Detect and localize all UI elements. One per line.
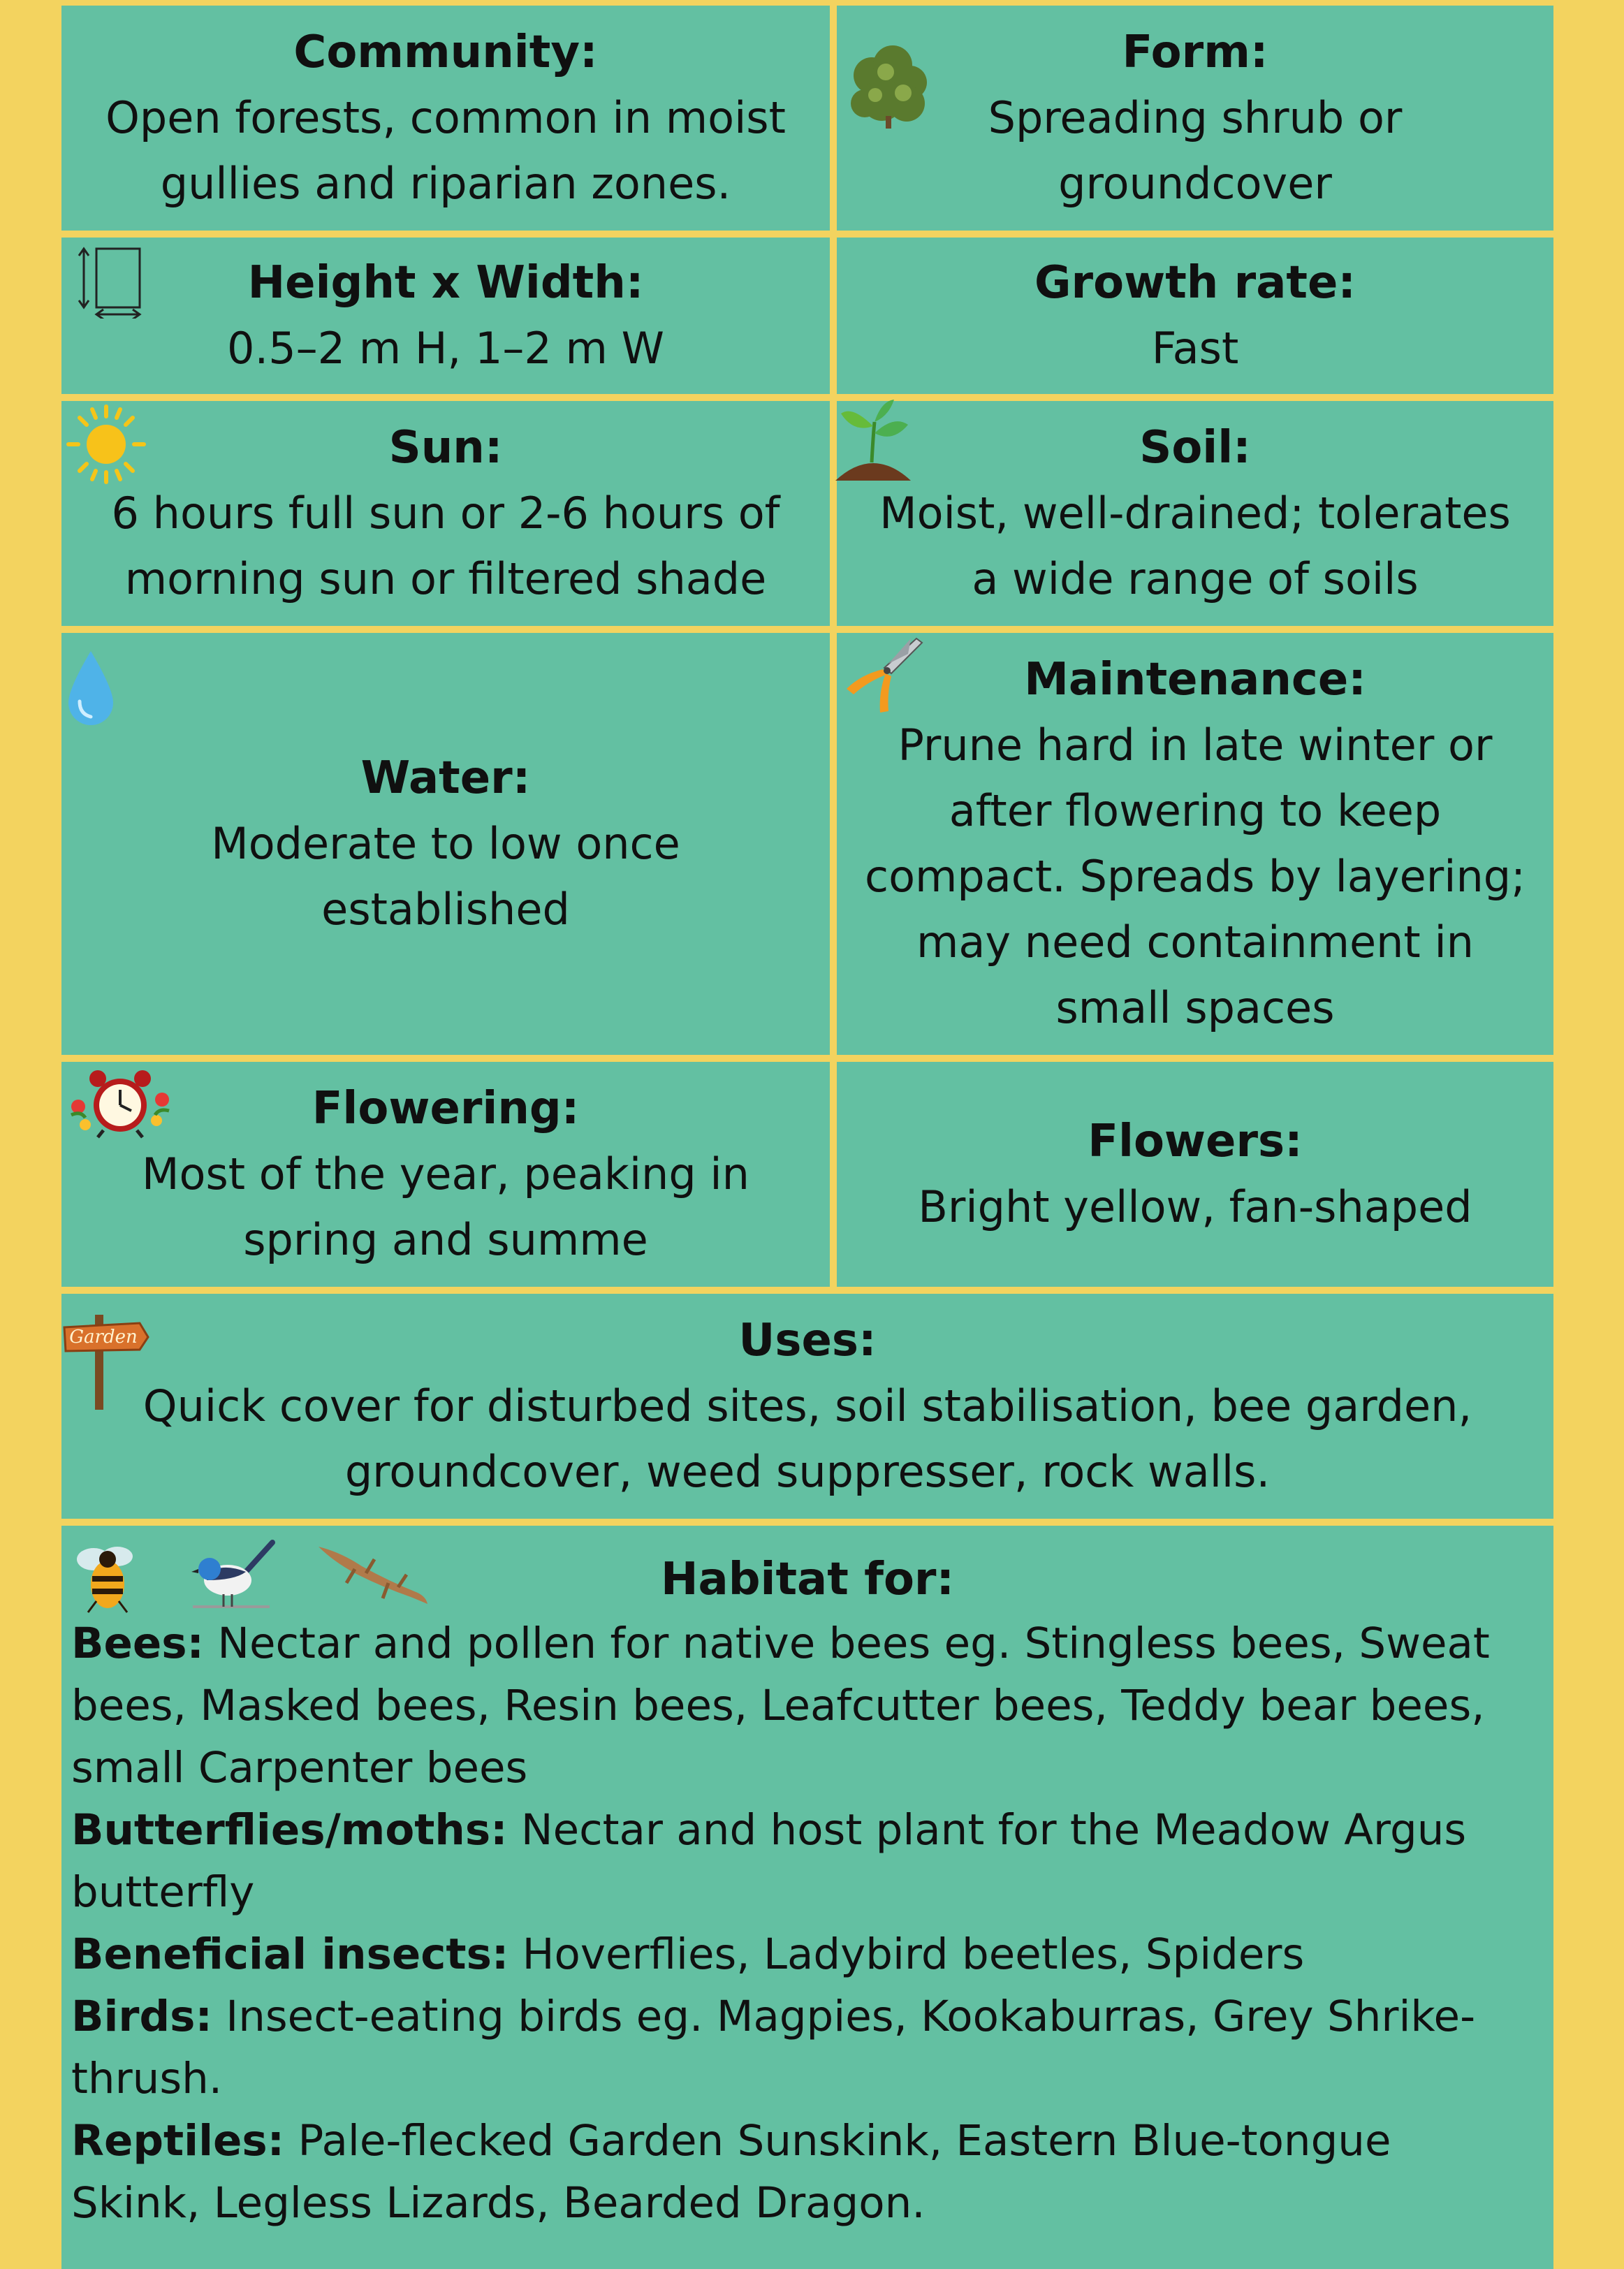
height-width-cell [61,238,830,394]
lizard-icon [313,1538,432,1615]
water-line-1: Moderate to low once [211,818,680,869]
plant-info-sheet [61,6,1553,2269]
birds-line-1: Insect-eating birds eg. Magpies, Kookaburras, Grey Shrike- [212,1992,1476,2041]
growth-rate-cell [837,238,1553,394]
reptiles-line-2: Skink, Legless Lizards, Bearded Dragon. [71,2178,926,2228]
dimensions-icon [70,242,147,319]
habitat-entry-birds [71,1985,1544,2110]
sun-title: Sun: [388,422,503,474]
soil-title: Soil: [1139,422,1251,474]
garden-sign-text: Garden [69,1327,138,1348]
height-width-value: 0.5–2 m H, 1–2 m W [227,323,664,374]
soil-cell [837,401,1553,626]
growth-rate-value: Fast [1151,323,1239,374]
form-title: Form: [1122,27,1268,78]
water-drop-icon [64,647,117,728]
bees-label: Bees: [71,1619,204,1668]
maintenance-title: Maintenance: [1024,654,1366,706]
maintenance-line-3: compact. Spreads by layering; [865,851,1526,902]
flowering-line-2: spring and summe [243,1214,648,1265]
soil-line-2: a wide range of soils [972,553,1419,604]
flowering-cell [61,1062,830,1287]
growth-rate-title: Growth rate: [1034,257,1356,309]
birds-label: Birds: [71,1992,212,2041]
form-cell [837,6,1553,231]
form-line-2: groundcover [1058,158,1332,209]
bees-line-3: small Carpenter bees [71,1743,528,1793]
butterflies-line-2: butterfly [71,1867,255,1917]
sun-line-2: morning sun or filtered shade [124,553,767,604]
maintenance-cell [837,633,1553,1055]
reptiles-label: Reptiles: [71,2116,285,2166]
fairy-wren-icon [186,1538,277,1615]
seedling-icon [831,394,915,486]
butterflies-line-1: Nectar and host plant for the Meadow Argus [507,1805,1467,1855]
uses-line-2: groundcover, weed suppresser, rock walls. [344,1446,1271,1497]
water-title: Water: [360,752,531,804]
habitat-entry-butterflies [71,1799,1544,1923]
habitat-entry-reptiles [71,2110,1544,2234]
habitat-title: Habitat for: [660,1554,955,1605]
beneficial-insects-line-1: Hoverflies, Ladybird beetles, Spiders [509,1929,1305,1979]
flowering-title: Flowering: [312,1083,580,1134]
shrub-icon [844,34,935,131]
flowers-cell [837,1062,1553,1287]
uses-cell [61,1294,1553,1519]
flowers-value: Bright yellow, fan-shaped [918,1181,1472,1232]
maintenance-line-4: may need containment in [916,917,1474,968]
habitat-entry-beneficial-insects [71,1923,1544,1985]
community-line-1: Open forests, common in moist [105,92,786,143]
habitat-cell [61,1526,1553,2269]
bee-icon [68,1538,145,1615]
water-line-2: established [321,884,570,935]
butterflies-label: Butterflies/moths: [71,1805,508,1855]
community-line-2: gullies and riparian zones. [160,158,731,209]
community-cell [61,6,830,231]
community-title: Community: [293,27,598,78]
bees-line-2: bees, Masked bees, Resin bees, Leafcutter bees, Teddy bear bees, [71,1681,1485,1730]
uses-title: Uses: [738,1315,877,1366]
sun-line-1: 6 hours full sun or 2-6 hours of [111,488,780,539]
birds-line-2: thrush. [71,2054,223,2103]
habitat-entry-bees [71,1612,1544,1799]
sun-cell [61,401,830,626]
sun-icon [64,404,148,485]
uses-line-1: Quick cover for disturbed sites, soil stabilisation, bee garden, [142,1380,1472,1431]
reptiles-line-1: Pale-flecked Garden Sunskink, Eastern Blue-tongue [284,2116,1391,2166]
alarm-clock-flowers-icon [64,1065,176,1141]
garden-sign-icon [61,1308,152,1413]
water-cell [61,633,830,1055]
height-width-title: Height x Width: [247,257,644,309]
maintenance-line-2: after flowering to keep [949,785,1442,836]
flowering-line-1: Most of the year, peaking in [142,1148,749,1199]
form-line-1: Spreading shrub or [988,92,1403,143]
pruning-shears-icon [840,633,930,720]
bees-line-1: Nectar and pollen for native bees eg. Stingless bees, Sweat [203,1619,1490,1668]
beneficial-insects-label: Beneficial insects: [71,1929,509,1979]
maintenance-line-5: small spaces [1055,982,1335,1033]
flowers-title: Flowers: [1088,1116,1303,1167]
maintenance-line-1: Prune hard in late winter or [898,720,1493,771]
soil-line-1: Moist, well-drained; tolerates [879,488,1511,539]
